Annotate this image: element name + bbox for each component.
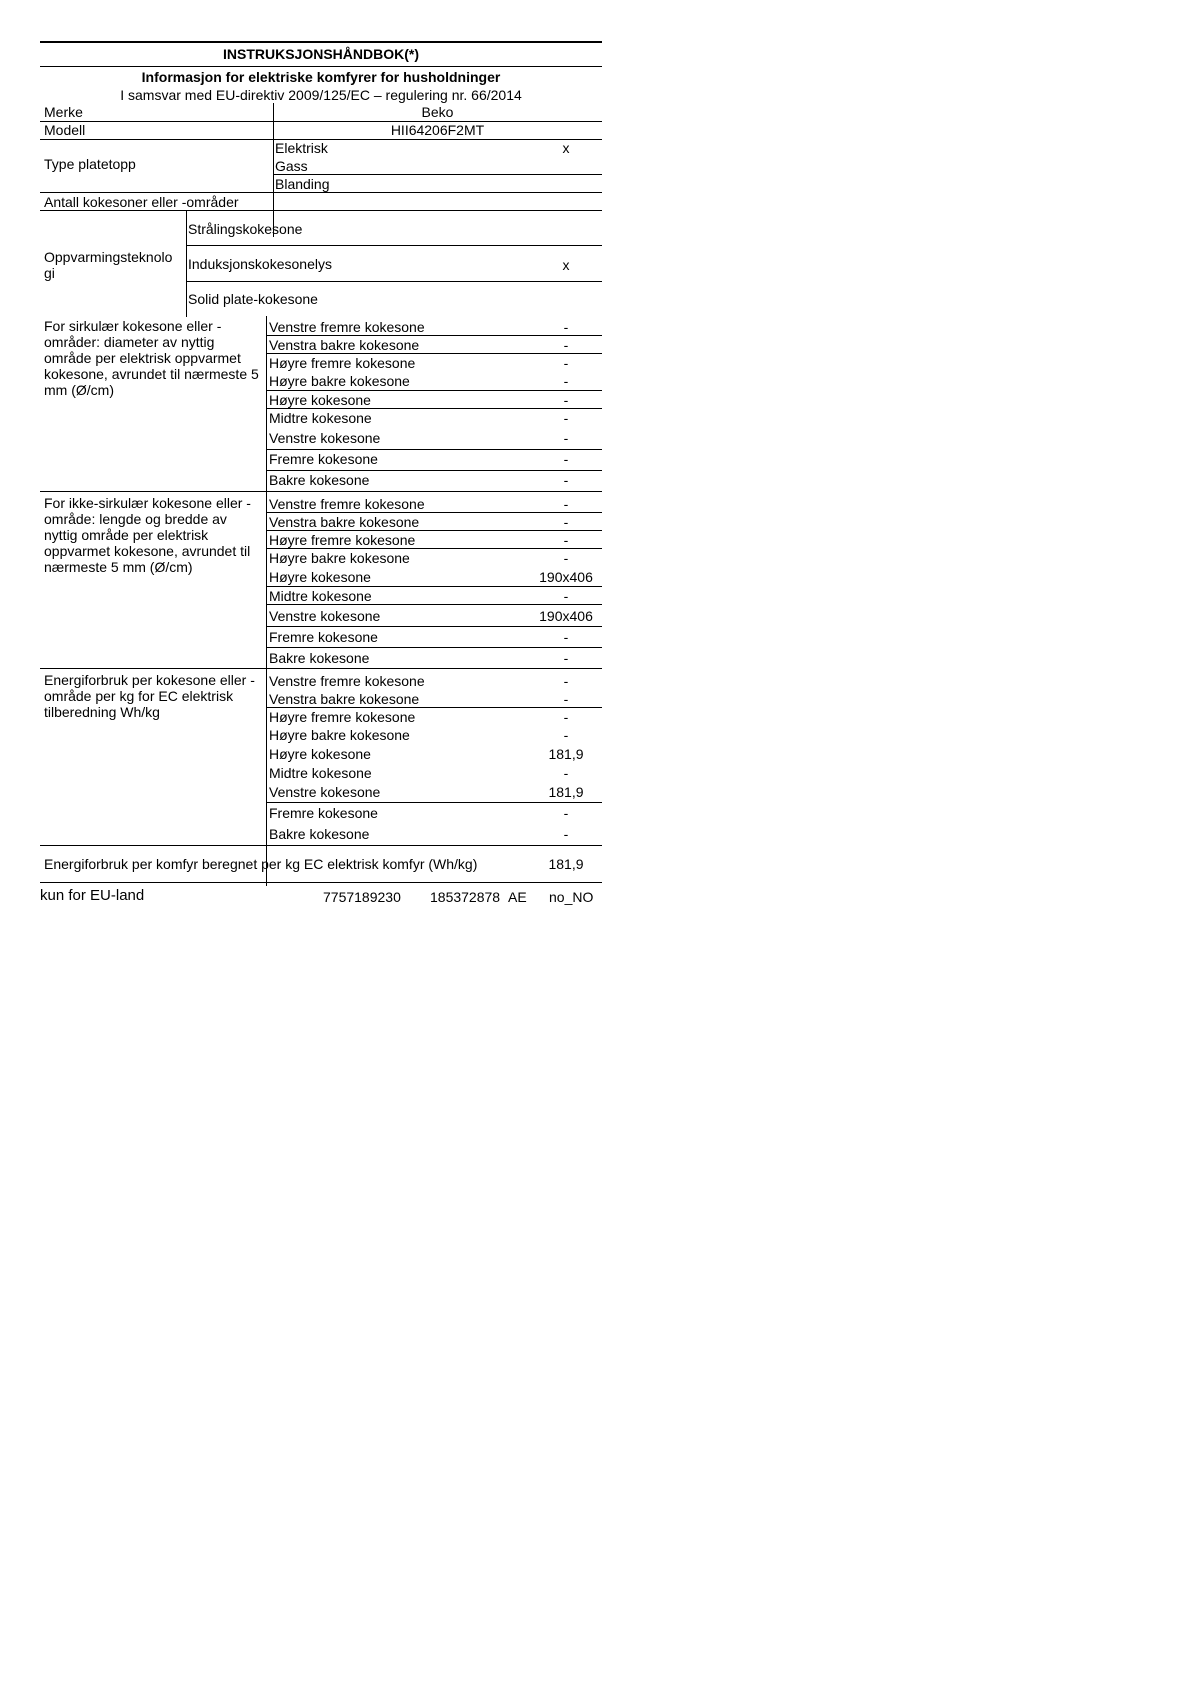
- divider: [266, 647, 602, 648]
- noncircular-zone-value: -: [563, 629, 569, 645]
- energy-total-label: Energiforbruk per komfyr beregnet per kg EC elektrisk komfyr (Wh/kg): [44, 856, 478, 872]
- energy-total-value: 181,9: [548, 856, 584, 872]
- brand-value: Beko: [421, 104, 454, 120]
- noncircular-zone-value: -: [563, 650, 569, 666]
- divider: [266, 449, 602, 450]
- noncircular-section-label: For ikke-sirkulær kokesone eller -område: lengde og bredde av nyttig område per elektrisk oppvarmet kokesone, avrundet til nærmeste 5 mm (Ø/cm): [44, 495, 251, 575]
- divider: [40, 192, 602, 193]
- energy-zone-value: -: [563, 691, 569, 707]
- circular-zone-value: -: [563, 430, 569, 446]
- divider: [40, 210, 602, 211]
- noncircular-zone-label: Fremre kokesone: [269, 629, 378, 645]
- divider: [266, 586, 602, 587]
- energy-zone-label: Venstre kokesone: [269, 784, 381, 800]
- divider: [266, 548, 602, 549]
- divider: [186, 245, 602, 246]
- energy-zone-value: -: [563, 826, 569, 842]
- model-label: Modell: [44, 122, 86, 138]
- circular-zone-label: Høyre kokesone: [269, 392, 371, 408]
- noncircular-zone-value: -: [563, 532, 569, 548]
- divider: [266, 707, 602, 708]
- heating-tech-label: Oppvarmingsteknolo gi: [44, 249, 173, 281]
- circular-zone-label: Venstre fremre kokesone: [269, 319, 425, 335]
- noncircular-zone-label: Bakre kokesone: [269, 650, 370, 666]
- divider: [40, 491, 602, 492]
- divider: [266, 390, 602, 391]
- circular-zone-label: Midtre kokesone: [269, 410, 372, 426]
- circular-zone-value: -: [563, 451, 569, 467]
- hob-type-option: Gass: [275, 158, 308, 174]
- energy-zone-label: Bakre kokesone: [269, 826, 370, 842]
- document-subtitle: Informasjon for elektriske komfyrer for husholdninger: [141, 69, 501, 85]
- circular-zone-label: Bakre kokesone: [269, 472, 370, 488]
- energy-zone-label: Høyre kokesone: [269, 746, 371, 762]
- noncircular-zone-label: Høyre kokesone: [269, 569, 371, 585]
- circular-zone-value: -: [563, 355, 569, 371]
- hob-type-option: Blanding: [275, 176, 330, 192]
- divider: [266, 604, 602, 605]
- divider: [266, 512, 602, 513]
- circular-zone-label: Fremre kokesone: [269, 451, 378, 467]
- divider: [40, 882, 602, 883]
- model-value: HII64206F2MT: [390, 122, 485, 138]
- footer-code: 7757189230: [323, 889, 401, 905]
- noncircular-zone-value: -: [563, 514, 569, 530]
- top-rule: [40, 41, 602, 43]
- circular-zone-value: -: [563, 472, 569, 488]
- energy-zone-value: -: [563, 805, 569, 821]
- circular-zone-value: -: [563, 337, 569, 353]
- column-divider: [186, 210, 187, 317]
- energy-zone-label: Venstre fremre kokesone: [269, 673, 425, 689]
- divider: [40, 668, 602, 669]
- energy-zone-label: Midtre kokesone: [269, 765, 372, 781]
- hob-type-label: Type platetopp: [44, 156, 136, 172]
- noncircular-zone-value: -: [563, 496, 569, 512]
- noncircular-zone-label: Høyre bakre kokesone: [269, 550, 410, 566]
- noncircular-zone-value: 190x406: [539, 569, 593, 585]
- noncircular-zone-value: -: [563, 588, 569, 604]
- noncircular-zone-label: Venstre kokesone: [269, 608, 381, 624]
- document-title: INSTRUKSJONSHÅNDBOK(*): [222, 46, 419, 62]
- noncircular-zone-label: Midtre kokesone: [269, 588, 372, 604]
- energy-zone-section-label: Energiforbruk per kokesone eller -område per kg for EC elektrisk tilberedning Wh/kg: [44, 672, 255, 720]
- regulation-note: I samsvar med EU-direktiv 2009/125/EC – regulering nr. 66/2014: [120, 87, 522, 103]
- column-divider: [266, 316, 267, 886]
- divider: [40, 66, 602, 67]
- divider: [40, 845, 602, 846]
- divider: [266, 408, 602, 409]
- energy-zone-value: -: [563, 727, 569, 743]
- heating-tech-option: Strålingskokesone: [188, 221, 303, 237]
- energy-zone-label: Høyre bakre kokesone: [269, 727, 410, 743]
- circular-zone-label: Høyre fremre kokesone: [269, 355, 416, 371]
- energy-zone-label: Venstra bakre kokesone: [269, 691, 420, 707]
- noncircular-zone-label: Høyre fremre kokesone: [269, 532, 416, 548]
- noncircular-zone-label: Venstra bakre kokesone: [269, 514, 420, 530]
- divider: [266, 470, 602, 471]
- circular-zone-label: Venstre kokesone: [269, 430, 381, 446]
- footer-code: 185372878: [430, 889, 501, 905]
- heating-tech-mark: x: [562, 257, 570, 273]
- footer-code: AE: [508, 889, 527, 905]
- hob-type-option: Elektrisk: [275, 140, 328, 156]
- circular-zone-value: -: [563, 392, 569, 408]
- heating-tech-option: Solid plate-kokesone: [188, 291, 318, 307]
- circular-section-label: For sirkulær kokesone eller -områder: diameter av nyttig område per elektrisk oppvarmet kokesone, avrundet til nærmeste 5 mm (Ø/cm): [44, 318, 259, 398]
- brand-label: Merke: [44, 104, 83, 120]
- energy-zone-value: -: [563, 765, 569, 781]
- noncircular-zone-value: 190x406: [539, 608, 593, 624]
- circular-zone-label: Høyre bakre kokesone: [269, 373, 410, 389]
- divider: [266, 353, 602, 354]
- noncircular-zone-label: Venstre fremre kokesone: [269, 496, 425, 512]
- energy-zone-value: -: [563, 709, 569, 725]
- divider: [266, 530, 602, 531]
- zones-count-label: Antall kokesoner eller -områder: [44, 194, 239, 210]
- divider: [186, 281, 602, 282]
- divider: [266, 802, 602, 803]
- divider: [273, 174, 602, 175]
- heating-tech-option: Induksjonskokesonelys: [188, 256, 332, 272]
- energy-zone-value: 181,9: [548, 746, 584, 762]
- divider: [266, 335, 602, 336]
- circular-zone-value: -: [563, 319, 569, 335]
- divider: [266, 626, 602, 627]
- circular-zone-label: Venstra bakre kokesone: [269, 337, 420, 353]
- energy-zone-value: -: [563, 673, 569, 689]
- hob-type-mark: x: [562, 140, 570, 156]
- energy-zone-label: Høyre fremre kokesone: [269, 709, 416, 725]
- circular-zone-value: -: [563, 373, 569, 389]
- circular-zone-value: -: [563, 410, 569, 426]
- energy-zone-label: Fremre kokesone: [269, 805, 378, 821]
- energy-zone-value: 181,9: [548, 784, 584, 800]
- footer-note: kun for EU-land: [40, 887, 145, 904]
- noncircular-zone-value: -: [563, 550, 569, 566]
- footer-locale: no_NO: [549, 889, 594, 905]
